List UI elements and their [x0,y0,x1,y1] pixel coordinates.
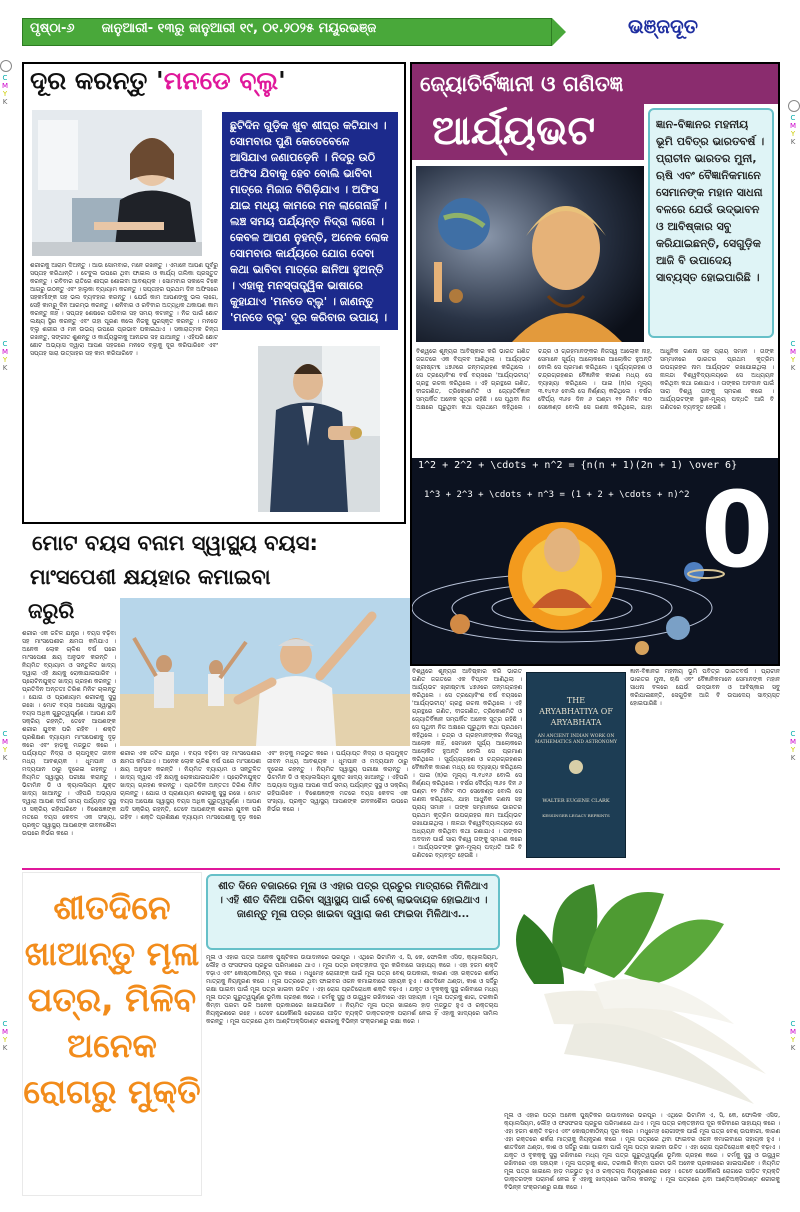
cmyk-mark: C M Y K [1,340,9,372]
book-emblem-icon [569,760,583,774]
exercise-photo [120,598,410,746]
aryabhata-title: ଆର୍ଯ୍ୟଭଟ [432,108,596,154]
age-title-line2: ମାଂସପେଶୀ କ୍ଷୟହାର କମାଇବା [30,565,271,589]
cmyk-mark: C M Y K [789,340,797,372]
monday-blue-title [30,64,286,98]
aryabhata-continued-left: ବିଶ୍ୱରେ ଶୂନ୍ୟର ଆବିଷ୍କାର କରି ଭାରତ ଗଣିତ ଜଗତରେ ଏକ ବିପ୍ଳବ ଆଣିଥିଲା । ଆର୍ଯ୍ୟଭଟ ଖ୍ରୀଷ୍ଟାବ୍ଦ ୪୭୬ରେ ଜନ୍ମଗ୍ରହଣ କରିଥିଲେ । ସେ ତ୍ରୟୋବିଂଶ ବର୍ଷ ବୟସରେ 'ଆର୍ଯ୍ୟଭଟୀୟ' ଗ୍ରନ୍ଥ ରଚନା କରିଥିଲେ । ଏହି ଗ୍ରନ୍ଥରେ ଗଣିତ, ବୀଜଗଣିତ, ତ୍ରିକୋଣମିତି ଓ ଜ୍ୟୋତିର୍ବିଜ୍ଞାନ ସମ୍ପର୍କିତ ଅନେକ ସୂତ୍ର ରହିଛି । ସେ ପୃଥିବୀ ନିଜ ଅକ୍ଷରେ ଘୂରୁଥିବା କଥା ପ୍ରଥମେ କହିଥିଲେ । ଚନ୍ଦ୍ର ଓ ଗ୍ରହମାନଙ୍କର ନିଜସ୍ୱ ଆଲୋକ ନାହିଁ, ସେମାନେ ସୂର୍ଯ୍ୟ ଆଲୋକରେ ଆଲୋକିତ ହୁଅନ୍ତି ବୋଲି ସେ ପ୍ରମାଣ କରିଥିଲେ । ସୂର୍ଯ୍ୟଗ୍ରହଣ ଓ ଚନ୍ଦ୍ରଗ୍ରହଣର ବୈଜ୍ଞାନିକ କାରଣ ମଧ୍ୟ ସେ ବ୍ୟାଖ୍ୟା କରିଥିଲେ । ପାଇ (π)ର ମୂଲ୍ୟ ୩.୧୪୧୬ ବୋଲି ସେ ନିର୍ଣ୍ଣୟ କରିଥିଲେ । ବର୍ଷର ଦୈର୍ଘ୍ୟ ୩୬୫ ଦିନ ୬ ଘଣ୍ଟା ୧୨ ମିନିଟ ୩୦ ସେକେଣ୍ଡ ବୋଲି ସେ ଗଣନା କରିଥିଲେ, ଯାହା ଆଧୁନିକ ଗଣନା ସହ ପ୍ରାୟ ସମାନ । ତାଙ୍କ ସମ୍ମାନରେ ଭାରତର ପ୍ରଥମ କୃତ୍ରିମ ଉପଗ୍ରହର ନାମ ଆର୍ଯ୍ୟଭଟ ରଖାଯାଇଥିଲା । ନାଳନ୍ଦା ବିଶ୍ୱବିଦ୍ୟାଳୟରେ ସେ ଅଧ୍ୟୟନ କରିଥିବା କଥା ଜଣାଯାଏ । ତାଙ୍କର ଅବଦାନ ପାଇଁ ସାରା ବିଶ୍ୱ ତାଙ୍କୁ ସ୍ମରଣ କରେ । ଆର୍ଯ୍ୟଭଟଙ୍କ ସ୍ଥାନ-ମୂଲ୍ୟ ପଦ୍ଧତି ଆଜି ବି ଗଣିତରେ ବ୍ୟବହୃତ ହେଉଛି । [412,668,522,859]
office-woman-illustration [32,110,202,256]
radish-body: ମୂଳା ଓ ଏହାର ପତ୍ର ଅନେକ ପୁଷ୍ଟିକର ଉପାଦାନରେ ଭରପୂର । ଏଥିରେ ଭିଟାମିନ ଏ, ସି, କେ, ଫୋଲିକ ଏସିଡ, କ୍ୟାଲସିୟମ, ଲୌହ ଓ ଫସଫରସ ପ୍ରଚୁର ପରିମାଣରେ ଥାଏ । ମୂଳା ପତ୍ର ରକ୍ତହୀନତା ଦୂର କରିବାରେ ସାହାଯ୍ୟ କରେ । ଏହା ହଜମ ଶକ୍ତି ବଢ଼ାଏ ଏବଂ କୋଷ୍ଠକାଠିନ୍ୟ ଦୂର କରେ । ମଧୁମେହ ରୋଗୀଙ୍କ ପାଇଁ ମୂଳା ପତ୍ର ବେଶ୍ ଉପକାରୀ, କାରଣ ଏହା ରକ୍ତରେ ଶର୍କରା ମାତ୍ରାକୁ ନିୟନ୍ତ୍ରଣ କରେ । ମୂଳା ପତ୍ରରେ ଥିବା ଫାଇବର ଓଜନ କମାଇବାରେ ସହାୟକ ହୁଏ । ଶୀତଦିନେ ଥଣ୍ଡା, କାଶ ଓ ସର୍ଦ୍ଦିରୁ ରକ୍ଷା ପାଇବା ପାଇଁ ମୂଳା ପତ୍ର ଖାଇବା ଉଚିତ । ଏହା ରୋଗ ପ୍ରତିରୋଧକ ଶକ୍ତି ବଢ଼ାଏ । ଯକୃତ ଓ ବୃକକ୍କୁ ସୁସ୍ଥ ରଖିବାରେ ମଧ୍ୟ ମୂଳା ପତ୍ର ଗୁରୁତ୍ୱପୂର୍ଣ୍ଣ ଭୂମିକା ଗ୍ରହଣ କରେ । ଚର୍ମକୁ ସୁସ୍ଥ ଓ ଉଜ୍ଜ୍ୱଳ ରଖିବାରେ ଏହା ସହାୟକ । ମୂଳା ପତ୍ରକୁ ଶାଗ, ତରକାରି କିମ୍ବା ପରଟା ଭଳି ଅନେକ ପ୍ରକାରରେ ଖାଇପାରିବେ । ନିୟମିତ ମୂଳା ପତ୍ର ଖାଇଲେ ହାଡ଼ ମଜଭୁତ ହୁଏ ଓ ରକ୍ତଚାପ ନିୟନ୍ତ୍ରଣରେ ରହେ । ତେବେ ଯେକୌଣସି ରୋଗରେ ପୀଡ଼ିତ ବ୍ୟକ୍ତି ଡାକ୍ତରଙ୍କ ପରାମର୍ଶ ନେଇ ହିଁ ଏହାକୁ ଖାଦ୍ୟରେ ସାମିଲ କରନ୍ତୁ । ମୂଳା ପତ୍ରରେ ଥିବା ଆଣ୍ଟିଅକ୍ସିଡାଣ୍ଟ ଶରୀରକୁ ବିଭିନ୍ନ ସଂକ୍ରମଣରୁ ରକ୍ଷା କରେ । [206,954,498,1025]
title-part: ' [278,66,286,95]
aryabhata-body: ବିଶ୍ୱରେ ଶୂନ୍ୟର ଆବିଷ୍କାର କରି ଭାରତ ଗଣିତ ଜଗତରେ ଏକ ବିପ୍ଳବ ଆଣିଥିଲା । ଆର୍ଯ୍ୟଭଟ ଖ୍ରୀଷ୍ଟାବ୍ଦ ୪୭୬ରେ ଜନ୍ମଗ୍ରହଣ କରିଥିଲେ । ସେ ତ୍ରୟୋବିଂଶ ବର୍ଷ ବୟସରେ 'ଆର୍ଯ୍ୟଭଟୀୟ' ଗ୍ରନ୍ଥ ରଚନା କରିଥିଲେ । ଏହି ଗ୍ରନ୍ଥରେ ଗଣିତ, ବୀଜଗଣିତ, ତ୍ରିକୋଣମିତି ଓ ଜ୍ୟୋତିର୍ବିଜ୍ଞାନ ସମ୍ପର୍କିତ ଅନେକ ସୂତ୍ର ରହିଛି । ସେ ପୃଥିବୀ ନିଜ ଅକ୍ଷରେ ଘୂରୁଥିବା କଥା ପ୍ରଥମେ କହିଥିଲେ । ଚନ୍ଦ୍ର ଓ ଗ୍ରହମାନଙ୍କର ନିଜସ୍ୱ ଆଲୋକ ନାହିଁ, ସେମାନେ ସୂର୍ଯ୍ୟ ଆଲୋକରେ ଆଲୋକିତ ହୁଅନ୍ତି ବୋଲି ସେ ପ୍ରମାଣ କରିଥିଲେ । ସୂର୍ଯ୍ୟଗ୍ରହଣ ଓ ଚନ୍ଦ୍ରଗ୍ରହଣର ବୈଜ୍ଞାନିକ କାରଣ ମଧ୍ୟ ସେ ବ୍ୟାଖ୍ୟା କରିଥିଲେ । ପାଇ (π)ର ମୂଲ୍ୟ ୩.୧୪୧୬ ବୋଲି ସେ ନିର୍ଣ୍ଣୟ କରିଥିଲେ । ବର୍ଷର ଦୈର୍ଘ୍ୟ ୩୬୫ ଦିନ ୬ ଘଣ୍ଟା ୧୨ ମିନିଟ ୩୦ ସେକେଣ୍ଡ ବୋଲି ସେ ଗଣନା କରିଥିଲେ, ଯାହା ଆଧୁନିକ ଗଣନା ସହ ପ୍ରାୟ ସମାନ । ତାଙ୍କ ସମ୍ମାନରେ ଭାରତର ପ୍ରଥମ କୃତ୍ରିମ ଉପଗ୍ରହର ନାମ ଆର୍ଯ୍ୟଭଟ ରଖାଯାଇଥିଲା । ନାଳନ୍ଦା ବିଶ୍ୱବିଦ୍ୟାଳୟରେ ସେ ଅଧ୍ୟୟନ କରିଥିବା କଥା ଜଣାଯାଏ । ତାଙ୍କର ଅବଦାନ ପାଇଁ ସାରା ବିଶ୍ୱ ତାଙ୍କୁ ସ୍ମରଣ କରେ । ଆର୍ଯ୍ୟଭଟଙ୍କ ସ୍ଥାନ-ମୂଲ୍ୟ ପଦ୍ଧତି ଆଜି ବି ଗଣିତରେ ବ୍ୟବହୃତ ହେଉଛି । [416,348,774,411]
age-body-left: ଶରୀର ଏକ ଜଟିଳ ଯନ୍ତ୍ର । ବୟସ ବଢ଼ିବା ସହ ମାଂସପେଶୀର କ୍ଷମତା କମିଯାଏ । ଅନେକ ଲୋକ ଚାଳିଶ ବର୍ଷ ପରେ ମାଂସପେଶୀ କ୍ଷୟ ଅନୁଭବ କରନ୍ତି । ନିୟମିତ ବ୍ୟାୟାମ ଓ ସନ୍ତୁଳିତ ଖାଦ୍ୟ ଦ୍ୱାରା ଏହି କ୍ଷୟକୁ ରୋକାଯାଇପାରିବ । ପ୍ରୋଟିନଯୁକ୍ତ ଖାଦ୍ୟ ଗ୍ରହଣ କରନ୍ତୁ । ପ୍ରତିଦିନ ଅନ୍ତତଃ ତିରିଶ ମିନିଟ ଚାଲନ୍ତୁ । ଯୋଗ ଓ ପ୍ରାଣାୟାମ ଶରୀରକୁ ସୁସ୍ଥ ରଖେ । ମୋଟ ବୟସ ଅପେକ୍ଷା ସ୍ୱାସ୍ଥ୍ୟ ବୟସ ଅଧିକ ଗୁରୁତ୍ୱପୂର୍ଣ୍ଣ । ଆପଣ ଯଦି ସକ୍ରିୟ ରହନ୍ତି, ତେବେ ଆପଣଙ୍କ ଶରୀର ଯୁବକ ପରି ରହିବ । ଶକ୍ତି ପ୍ରଶିକ୍ଷଣ ବ୍ୟାୟାମ ମାଂସପେଶୀକୁ ଦୃଢ଼ କରେ ଏବଂ ହାଡ଼କୁ ମଜଭୁତ କରେ । ପର୍ଯ୍ୟାପ୍ତ ନିଦ୍ରା ଓ ଚାପମୁକ୍ତ ଜୀବନ ମଧ୍ୟ ଆବଶ୍ୟକ । ଧୂମପାନ ଓ ମଦ୍ୟପାନ ଠାରୁ ଦୂରେଇ ରହନ୍ତୁ । ନିୟମିତ ସ୍ୱାସ୍ଥ୍ୟ ପରୀକ୍ଷା କରାନ୍ତୁ । ଭିଟାମିନ ଡି ଓ କ୍ୟାଲସିୟମ ଯୁକ୍ତ ଖାଦ୍ୟ ଖାଆନ୍ତୁ । ଏହିପରି ଅଭ୍ୟାସ ଦ୍ୱାରା ଆପଣ ଦୀର୍ଘ ସମୟ ପର୍ଯ୍ୟନ୍ତ ସୁସ୍ଥ ଓ ସକ୍ରିୟ ରହିପାରିବେ । ବିଶେଷଜ୍ଞଙ୍କ ମତରେ ବୟସ କେବଳ ଏକ ସଂଖ୍ୟା, ପ୍ରକୃତ ସ୍ୱାସ୍ଥ୍ୟ ଆପଣଙ୍କ ଜୀବନଶୈଳୀ ଉପରେ ନିର୍ଭର କରେ । [22,630,116,837]
book-author: WALTER EUGENE CLARK [542,798,610,804]
page-number: ପୃଷ୍ଠା-୬ [30,21,75,36]
zero-symbol: 0 [700,469,774,591]
age-title-line1: ମୋଟ ବୟସ ବନାମ ସ୍ୱାସ୍ଥ୍ୟ ବୟସ: [32,531,318,555]
newspaper-brand: ଭଞ୍ଜଦୂତ [628,14,699,38]
aryabhata-intro: ଜ୍ଞାନ-ବିଜ୍ଞାନର ମହନୀୟ ଭୂମି ପବିତ୍ର ଭାରତବର୍ଷ । ପ୍ରାଚୀନ ଭାରତର ମୁନୀ, ଋଷି ଏବଂ ବୈଜ୍ଞାନିକମାନେ ସେମାନଙ୍କ ମହାନ ସାଧନା ବଳରେ ଯେଉଁ ଉଦ୍ଭାବନ ଓ ଆବିଷ୍କାର ସବୁ କରିଯାଇଛନ୍ତି, ସେଗୁଡ଼ିକ ଆଜି ବି ଉପାଦେୟ ସାବ୍ୟସ୍ତ ହୋଇପାରିଛି । [648,108,774,338]
aryabhata-portrait [416,166,644,342]
radish-divider [22,868,780,870]
cmyk-mark: C M Y K [789,1020,797,1052]
office-woman-photo [32,110,202,256]
book-title-line1: THE [566,696,586,705]
cmyk-mark: C M Y K [1,730,9,762]
cmyk-mark: C M Y K [789,730,797,762]
age-body-right: ଶରୀର ଏକ ଜଟିଳ ଯନ୍ତ୍ର । ବୟସ ବଢ଼ିବା ସହ ମାଂସପେଶୀର କ୍ଷମତା କମିଯାଏ । ଅନେକ ଲୋକ ଚାଳିଶ ବର୍ଷ ପରେ ମାଂସପେଶୀ କ୍ଷୟ ଅନୁଭବ କରନ୍ତି । ନିୟମିତ ବ୍ୟାୟାମ ଓ ସନ୍ତୁଳିତ ଖାଦ୍ୟ ଦ୍ୱାରା ଏହି କ୍ଷୟକୁ ରୋକାଯାଇପାରିବ । ପ୍ରୋଟିନଯୁକ୍ତ ଖାଦ୍ୟ ଗ୍ରହଣ କରନ୍ତୁ । ପ୍ରତିଦିନ ଅନ୍ତତଃ ତିରିଶ ମିନିଟ ଚାଲନ୍ତୁ । ଯୋଗ ଓ ପ୍ରାଣାୟାମ ଶରୀରକୁ ସୁସ୍ଥ ରଖେ । ମୋଟ ବୟସ ଅପେକ୍ଷା ସ୍ୱାସ୍ଥ୍ୟ ବୟସ ଅଧିକ ଗୁରୁତ୍ୱପୂର୍ଣ୍ଣ । ଆପଣ ଯଦି ସକ୍ରିୟ ରହନ୍ତି, ତେବେ ଆପଣଙ୍କ ଶରୀର ଯୁବକ ପରି ରହିବ । ଶକ୍ତି ପ୍ରଶିକ୍ଷଣ ବ୍ୟାୟାମ ମାଂସପେଶୀକୁ ଦୃଢ଼ କରେ ଏବଂ ହାଡ଼କୁ ମଜଭୁତ କରେ । ପର୍ଯ୍ୟାପ୍ତ ନିଦ୍ରା ଓ ଚାପମୁକ୍ତ ଜୀବନ ମଧ୍ୟ ଆବଶ୍ୟକ । ଧୂମପାନ ଓ ମଦ୍ୟପାନ ଠାରୁ ଦୂରେଇ ରହନ୍ତୁ । ନିୟମିତ ସ୍ୱାସ୍ଥ୍ୟ ପରୀକ୍ଷା କରାନ୍ତୁ । ଭିଟାମିନ ଡି ଓ କ୍ୟାଲସିୟମ ଯୁକ୍ତ ଖାଦ୍ୟ ଖାଆନ୍ତୁ । ଏହିପରି ଅଭ୍ୟାସ ଦ୍ୱାରା ଆପଣ ଦୀର୍ଘ ସମୟ ପର୍ଯ୍ୟନ୍ତ ସୁସ୍ଥ ଓ ସକ୍ରିୟ ରହିପାରିବେ । ବିଶେଷଜ୍ଞଙ୍କ ମତରେ ବୟସ କେବଳ ଏକ ସଂଖ୍ୟା, ପ୍ରକୃତ ସ୍ୱାସ୍ଥ୍ୟ ଆପଣଙ୍କ ଜୀବନଶୈଳୀ ଉପରେ ନିର୍ଭର କରେ । [120,750,408,821]
businessman-watch-photo [258,346,380,512]
radish-illustration [504,874,780,1108]
aryabhatiya-book-cover [526,672,626,858]
title-part: ଦୂର କରନ୍ତୁ ' [30,66,164,95]
cmyk-mark: C M Y K [0,60,10,106]
book-title-line2: ARYABHATIYA OF [539,707,613,716]
radish-headline: ଶୀତଦିନେ ଖାଆନ୍ତୁ ମୂଳା ପତ୍ର, ମିଳିବ ଅନେକ ରୋଗରୁ ମୁକ୍ତି [23,888,201,1111]
radish-body-continued: ମୂଳା ଓ ଏହାର ପତ୍ର ଅନେକ ପୁଷ୍ଟିକର ଉପାଦାନରେ ଭରପୂର । ଏଥିରେ ଭିଟାମିନ ଏ, ସି, କେ, ଫୋଲିକ ଏସିଡ, କ୍ୟାଲସିୟମ, ଲୌହ ଓ ଫସଫରସ ପ୍ରଚୁର ପରିମାଣରେ ଥାଏ । ମୂଳା ପତ୍ର ରକ୍ତହୀନତା ଦୂର କରିବାରେ ସାହାଯ୍ୟ କରେ । ଏହା ହଜମ ଶକ୍ତି ବଢ଼ାଏ ଏବଂ କୋଷ୍ଠକାଠିନ୍ୟ ଦୂର କରେ । ମଧୁମେହ ରୋଗୀଙ୍କ ପାଇଁ ମୂଳା ପତ୍ର ବେଶ୍ ଉପକାରୀ, କାରଣ ଏହା ରକ୍ତରେ ଶର୍କରା ମାତ୍ରାକୁ ନିୟନ୍ତ୍ରଣ କରେ । ମୂଳା ପତ୍ରରେ ଥିବା ଫାଇବର ଓଜନ କମାଇବାରେ ସହାୟକ ହୁଏ । ଶୀତଦିନେ ଥଣ୍ଡା, କାଶ ଓ ସର୍ଦ୍ଦିରୁ ରକ୍ଷା ପାଇବା ପାଇଁ ମୂଳା ପତ୍ର ଖାଇବା ଉଚିତ । ଏହା ରୋଗ ପ୍ରତିରୋଧକ ଶକ୍ତି ବଢ଼ାଏ । ଯକୃତ ଓ ବୃକକ୍କୁ ସୁସ୍ଥ ରଖିବାରେ ମଧ୍ୟ ମୂଳା ପତ୍ର ଗୁରୁତ୍ୱପୂର୍ଣ୍ଣ ଭୂମିକା ଗ୍ରହଣ କରେ । ଚର୍ମକୁ ସୁସ୍ଥ ଓ ଉଜ୍ଜ୍ୱଳ ରଖିବାରେ ଏହା ସହାୟକ । ମୂଳା ପତ୍ରକୁ ଶାଗ, ତରକାରି କିମ୍ବା ପରଟା ଭଳି ଅନେକ ପ୍ରକାରରେ ଖାଇପାରିବେ । ନିୟମିତ ମୂଳା ପତ୍ର ଖାଇଲେ ହାଡ଼ ମଜଭୁତ ହୁଏ ଓ ରକ୍ତଚାପ ନିୟନ୍ତ୍ରଣରେ ରହେ । ତେବେ ଯେକୌଣସି ରୋଗରେ ପୀଡ଼ିତ ବ୍ୟକ୍ତି ଡାକ୍ତରଙ୍କ ପରାମର୍ଶ ନେଇ ହିଁ ଏହାକୁ ଖାଦ୍ୟରେ ସାମିଲ କରନ୍ତୁ । ମୂଳା ପତ୍ରରେ ଥିବା ଆଣ୍ଟିଅକ୍ସିଡାଣ୍ଟ ଶରୀରକୁ ବିଭିନ୍ନ ସଂକ୍ରମଣରୁ ରକ୍ଷା କରେ । [504,1112,780,1191]
businessman-illustration [258,346,380,512]
aryabhata-kicker: ଜ୍ୟୋତିର୍ବିଜ୍ଞାନୀ ଓ ଗଣିତଜ୍ଞ [420,72,624,96]
radish-highlight: ଶୀତ ଦିନେ ବଜାରରେ ମୂଳା ଓ ଏହାର ପତ୍ର ପ୍ରଚୁର ମାତ୍ରାରେ ମିଳିଥାଏ । ଏହି ଶୀତ ଦିନିଆ ପରିବା ସ୍ୱାସ୍ଥ୍ୟ ପାଇଁ ବେଶ୍ ଲାଭଦାୟକ ହୋଇଥାଏ । ଜାଣନ୍ତୁ ମୂଳା ପତ୍ର ଖାଇବା ଦ୍ୱାରା କଣ ଫାଇଦା ମିଳିଥାଏ... [206,874,500,950]
aryabhata-portrait-illustration [416,166,644,342]
aryabhata-continued-right: ଜ୍ଞାନ-ବିଜ୍ଞାନର ମହନୀୟ ଭୂମି ପବିତ୍ର ଭାରତବର୍ଷ । ପ୍ରାଚୀନ ଭାରତର ମୁନୀ, ଋଷି ଏବଂ ବୈଜ୍ଞାନିକମାନେ ସେମାନଙ୍କ ମହାନ ସାଧନା ବଳରେ ଯେଉଁ ଉଦ୍ଭାବନ ଓ ଆବିଷ୍କାର ସବୁ କରିଯାଇଛନ୍ତି, ସେଗୁଡ଼ିକ ଆଜି ବି ଉପାଦେୟ ସାବ୍ୟସ୍ତ ହୋଇପାରିଛି । [630,668,780,707]
exercise-illustration [120,598,410,746]
book-title-line3: ARYABHATA [550,718,602,727]
monday-blue-body: ଶରୀରକୁ ଆରାମ ଦିଅନ୍ତୁ । ଆଉ ସୋମବାର, ମନେ ରଖନ୍ତୁ । ଏମାନେ ଆପଣ ପୂର୍ବରୁ ସପ୍ତାହ କରିଥାନ୍ତି । ଟେବୁଲ ଉପରେ ଥିବା ଫାଇଲ ଓ କାର୍ଯ୍ୟ ତାଲିକା ପ୍ରସ୍ତୁତ କରନ୍ତୁ । ରବିବାର ରାତିରେ ଶୀଘ୍ର ଶୋଇବା ଆବଶ୍ୟକ । ସୋମବାର ସକାଳେ ଟିକେ ଆଗରୁ ଉଠନ୍ତୁ ଏବଂ ହାଲୁକା ବ୍ୟାୟାମ କରନ୍ତୁ । ସପ୍ତାହର ପ୍ରଥମ ଦିନ ଅଫିସରେ ସହକର୍ମୀଙ୍କ ସହ ଭଲ ବ୍ୟବହାର କରନ୍ତୁ । ଯେଉଁ କାମ ଆପଣଙ୍କୁ ଭଲ ଲାଗେ, ସେହି କାମରୁ ଦିନ ଆରମ୍ଭ କରନ୍ତୁ । ଶନିବାର ଓ ରବିବାର ଅତ୍ୟଧିକ ଥକାପଣ କାମ କରନ୍ତୁ ନାହିଁ । ସପ୍ତାହ ଶେଷରେ ପରିବାର ସହ ସମୟ କଟାନ୍ତୁ । ନିଜ ପାଇଁ ଛୋଟ ଲକ୍ଷ୍ୟ ସ୍ଥିର କରନ୍ତୁ ଏବଂ ତାହା ପୂରଣ କଲେ ନିଜକୁ ପୁରସ୍କୃତ କରନ୍ତୁ । ମନଡେ ବ୍ଲୁ ଶରୀର ଓ ମନ ଉଭୟ ଉପରେ ପ୍ରଭାବ ପକାଇଥାଏ । ସକାରାତ୍ମକ ଚିନ୍ତା ରଖନ୍ତୁ, ସଙ୍ଗୀତ ଶୁଣନ୍ତୁ ଓ କାର୍ଯ୍ୟସ୍ଥଳୀକୁ ଆନନ୍ଦର ସହ ଯାଆନ୍ତୁ । ଏହିପରି ଛୋଟ ଛୋଟ ଅଭ୍ୟାସ ଦ୍ୱାରା ଆପଣ ସହଜରେ ମନଡେ ବ୍ଲୁକୁ ଦୂର କରିପାରିବେ ଏବଂ ସପ୍ତାହ ସାରା ଉତ୍ସାହର ସହ କାମ କରିପାରିବେ । [30,262,218,357]
date-line: ଜାନୁଆରୀ- ୧୩ରୁ ଜାନୁଆରୀ ୧୯, ୦୧.୨୦୨୫ ମୟୂରଭଞ୍ଜ [101,21,377,36]
monday-blue-highlight: ଛୁଟିଦିନ ଗୁଡ଼ିକ ଖୁବ ଶୀଘ୍ର କଟିଯାଏ । ସୋମବାର ପୁଣି କେତେବେଳେ ଆସିଯାଏ ଜଣାପଡ଼େନି । ନିଦରୁ ଉଠି ଅଫିସ ଯିବାକୁ ହେବ ବୋଲି ଭାବିବା ମାତ୍ରେ ମିଜାଜ ବିଗିଡ଼ିଯାଏ । ଅଫିସ ଯାଇ ମଧ୍ୟ କାମରେ ମନ ଲାଗେନାହିଁ । ଲଞ୍ଚ ସମୟ ପର୍ଯ୍ୟନ୍ତ ନିଦ୍ରା ଲାଗେ । କେବଳ ଆପଣ ନୁହନ୍ତି, ଅନେକ ଲୋକ ସୋମବାର କାର୍ଯ୍ୟରେ ଯୋଗ ଦେବା କଥା ଭାବିବା ମାତ୍ରେ ଛାନିଆ ହୁଅନ୍ତି । ଏହାକୁ ମନସ୍ତାତ୍ତ୍ୱିକ ଭାଷାରେ କୁହାଯାଏ 'ମନଡେ ବ୍ଲୁ' । ଜାଣନ୍ତୁ 'ମନଡେ ବ୍ଲୁ' ଦୂର କରିବାର ଉପାୟ । [222,112,398,330]
header-arrow [552,18,566,46]
age-title-line3: ଜରୁରି [28,599,75,623]
formula-sum-squares: 1^2 + 2^2 + \cdots + n^2 = {n(n + 1)(2n + 1) \over 6} [418,460,738,471]
book-subtitle: AN ANCIENT INDIAN WORK ON MATHEMATICS AND ASTRONOMY [535,734,618,745]
cmyk-mark: C M Y K [1,1020,9,1052]
formula-sum-cubes: 1^3 + 2^3 + \cdots + n^3 = (1 + 2 + \cdots + n)^2 [424,490,690,500]
title-highlight: ମନଡେ ବ୍ଲୁ [163,66,279,95]
cmyk-mark: C M Y K [788,100,798,146]
radish-headline-panel [22,872,202,1196]
radish-photo [504,874,780,1108]
book-publisher: KESSINGER LEGACY REPRINTS [542,813,610,818]
header-date-line [30,21,376,36]
